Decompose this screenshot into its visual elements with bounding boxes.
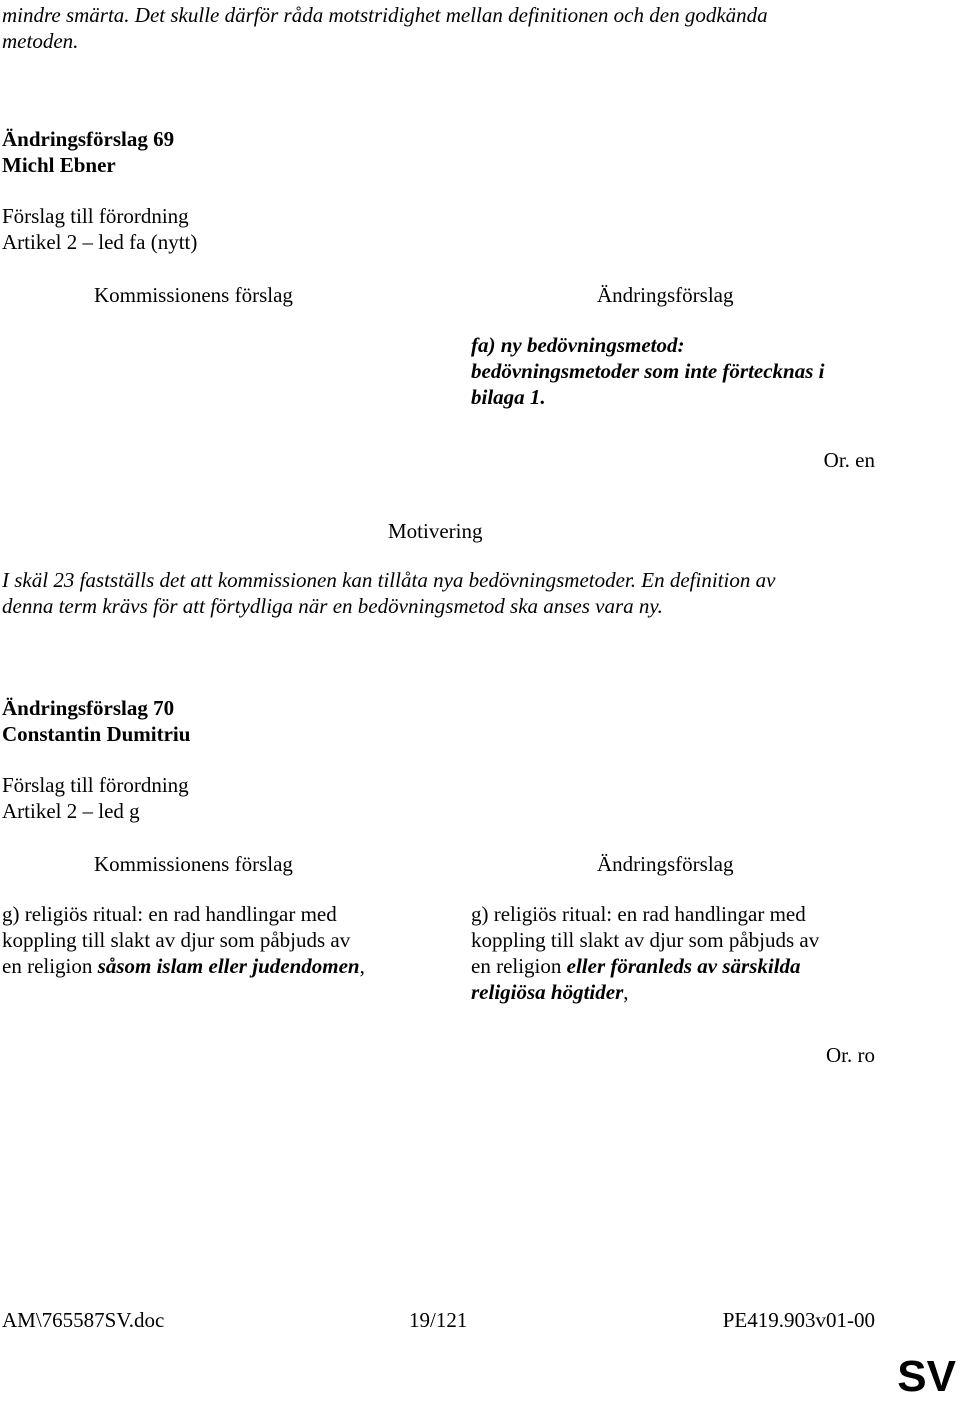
amendment-69-author: Michl Ebner xyxy=(2,153,116,177)
amendment-69-proposal: Förslag till förordning xyxy=(2,204,189,228)
amendment-70-left-line-3 xyxy=(2,953,365,979)
amendment-69-justification-line-2: denna term krävs för att förtydliga när en bedövningsmetod ska anses vara ny. xyxy=(2,594,663,618)
amendment-70-right-line-4-tail: , xyxy=(623,980,629,1004)
amendment-69-text-line-2: bedövningsmetoder som inte förtecknas i xyxy=(471,359,825,383)
amendment-70-left-line-2: koppling till slakt av djur som påbjuds av xyxy=(2,928,351,952)
amendment-70-col-right-header: Ändringsförslag xyxy=(597,852,734,876)
amendment-69-number: Ändringsförslag 69 xyxy=(2,127,175,151)
amendment-69-article: Artikel 2 – led fa (nytt) xyxy=(2,230,198,254)
amendment-70-right-line-3 xyxy=(471,953,801,979)
amendment-70-author: Constantin Dumitriu xyxy=(2,722,191,746)
footer-pe-ref: PE419.903v01-00 xyxy=(722,1308,875,1332)
amendment-69-original-language: Or. en xyxy=(823,448,875,472)
amendment-70-left-line-3-tail: , xyxy=(359,954,365,978)
amendment-70-left-line-3-plain: en religion xyxy=(2,954,98,978)
amendment-70-proposal: Förslag till förordning xyxy=(2,773,189,797)
amendment-70-left-deleted-text: såsom islam eller judendomen xyxy=(97,954,360,978)
amendment-70-right-line-4 xyxy=(471,979,629,1005)
amendment-70-col-left-header: Kommissionens förslag xyxy=(94,852,293,876)
footer-doc-ref: AM\765587SV.doc xyxy=(2,1308,165,1332)
footer-page-number: 19/121 xyxy=(409,1308,468,1332)
amendment-70-left-line-1: g) religiös ritual: en rad handlingar med xyxy=(2,902,337,926)
intro-line-1: mindre smärta. Det skulle därför råda motstridighet mellan definitionen och den godkända xyxy=(2,3,768,27)
intro-line-2: metoden. xyxy=(2,29,79,53)
footer-language-code: SV xyxy=(897,1352,956,1401)
amendment-70-article: Artikel 2 – led g xyxy=(2,799,140,823)
amendment-70-original-language: Or. ro xyxy=(826,1043,875,1067)
amendment-69-col-left-header: Kommissionens förslag xyxy=(94,283,293,307)
amendment-69-text-line-1: fa) ny bedövningsmetod: xyxy=(471,333,685,357)
amendment-69-justification-line-1: I skäl 23 fastställs det att kommissionen kan tillåta nya bedövningsmetoder. En definition av xyxy=(2,568,776,592)
amendment-70-number: Ändringsförslag 70 xyxy=(2,696,175,720)
amendment-69-text-line-3: bilaga 1. xyxy=(471,385,546,409)
amendment-69-justification-heading: Motivering xyxy=(388,519,483,543)
amendment-70-right-line-2: koppling till slakt av djur som påbjuds av xyxy=(471,928,820,952)
amendment-70-right-line-3-plain: en religion xyxy=(471,954,567,978)
amendment-70-right-added-text: eller föranleds av särskilda xyxy=(566,954,801,978)
amendment-69-col-right-header: Ändringsförslag xyxy=(597,283,734,307)
amendment-70-right-added-text-2: religiösa högtider xyxy=(471,980,624,1004)
amendment-70-right-line-1: g) religiös ritual: en rad handlingar med xyxy=(471,902,806,926)
